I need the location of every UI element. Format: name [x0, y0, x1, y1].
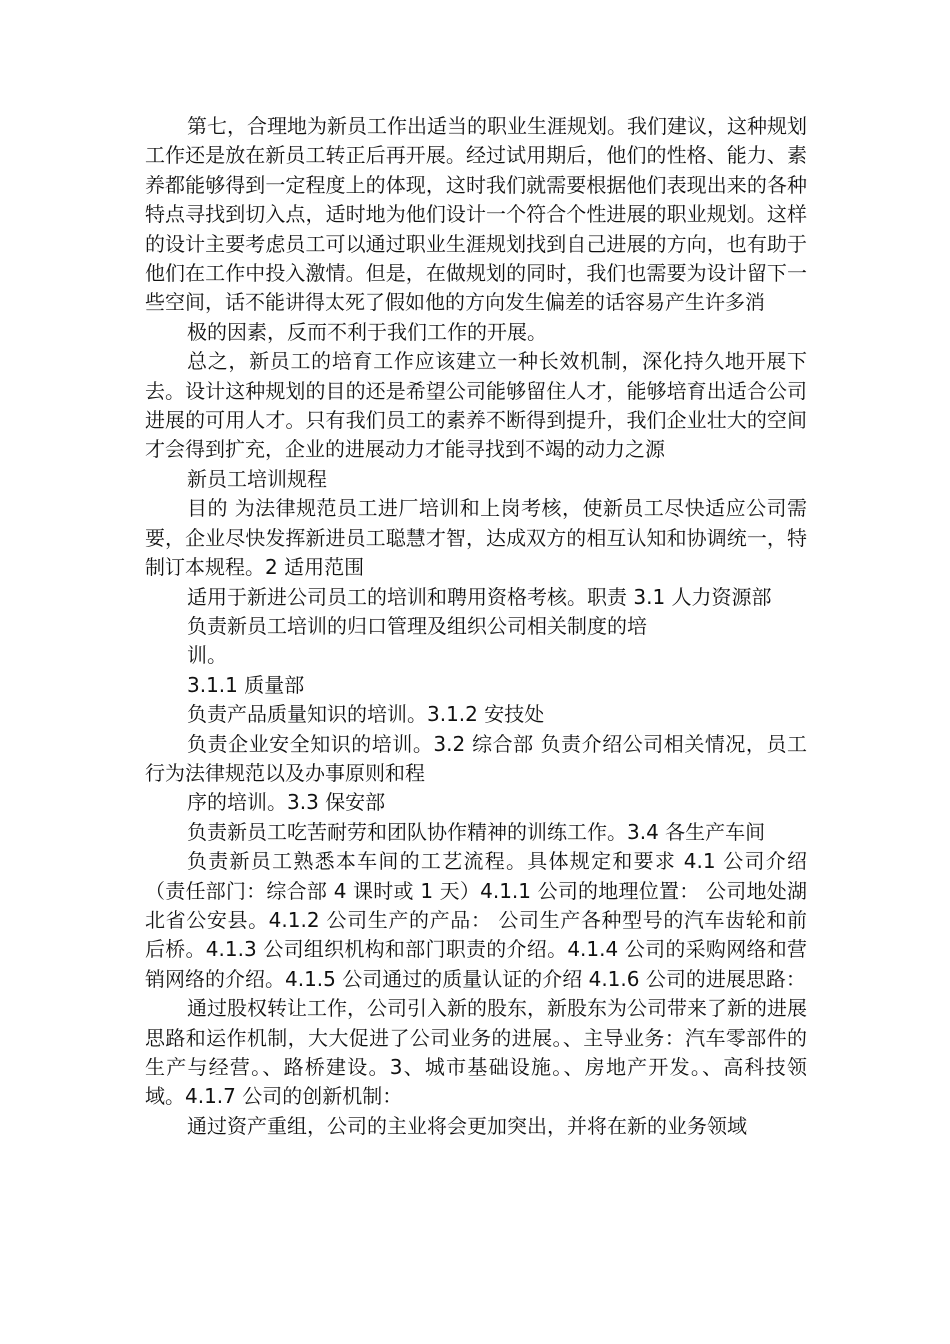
- paragraph-scope: 适用于新进公司员工的培训和聘用资格考核。职责 3.1 人力资源部: [187, 584, 772, 609]
- heading-quality-dept: 3.1.1 质量部: [187, 672, 305, 697]
- paragraph-hr-duty: 负责新员工培训的归口管理及组织公司相关制度的培: [187, 613, 647, 638]
- paragraph-security-duty: 负责新员工吃苦耐劳和团队协作精神的训练工作。3.4 各生产车间: [187, 819, 766, 844]
- paragraph-asset-restructuring: 通过资产重组，公司的主业将会更加突出，并将在新的业务领域: [187, 1113, 747, 1138]
- paragraph-hr-duty-continued: 训。: [187, 643, 227, 668]
- paragraph-conclusion: 总之，新员工的培育工作应该建立一种长效机制，深化持久地开展下去。设计这种规划的目的还是希望公司能够留住人才，能够培育出适合公司进展的可用人才。只有我们员工的素养不断得到提升，我们企业壮大的空间才会得到扩充，企业的进展动力才能寻找到不竭的动力之源: [145, 349, 807, 462]
- paragraph-safety-duty: 负责企业安全知识的培训。3.2 综合部 负责介绍公司相关情况，员工行为法律规范以及办事原则和程: [145, 731, 807, 785]
- document-body: [145, 112, 807, 1141]
- paragraph-requirements: 负责新员工熟悉本车间的工艺流程。具体规定和要求 4.1 公司介绍（责任部门：综合部 4 课时或 1 天）4.1.1 公司的地理位置： 公司地处湖北省公安县。4.1.2 公司生产的产品： 公司生产各种型号的汽车齿轮和前后桥。4.1.3 公司组织机构和部门职责的介绍。4.1.4 公司的采购网络和营销网络的介绍。4.1.5 公司通过的质量认证的介绍 4.1.6 公司的进展思路：: [145, 849, 807, 991]
- paragraph-quality-duty: 负责产品质量知识的培训。3.1.2 安技处: [187, 702, 545, 727]
- paragraph-purpose: 目的 为法律规范员工进厂培训和上岗考核，使新员工尽快适应公司需要，企业尽快发挥新进员工聪慧才智，达成双方的相互认知和协调统一，特制订本规程。2 适用范围: [145, 496, 807, 580]
- paragraph-career-planning: 第七，合理地为新员工作出适当的职业生涯规划。我们建议，这种规划工作还是放在新员工转正后再开展。经过试用期后，他们的性格、能力、素养都能够得到一定程度上的体现，这时我们就需要根据他们表现出来的各种特点寻找到切入点，适时地为他们设计一个符合个性进展的职业规划。这样的设计主要考虑员工可以通过职业生涯规划找到自己进展的方向，也有助于他们在工作中投入激情。但是，在做规划的同时，我们也需要为设计留下一些空间，话不能讲得太死了假如他的方向发生偏差的话容易产生许多消: [145, 114, 807, 315]
- paragraph-career-planning-continued: 极的因素，反而不利于我们工作的开展。: [187, 319, 547, 344]
- section-title-training-rules: 新员工培训规程: [187, 466, 327, 491]
- paragraph-equity-transfer: 通过股权转让工作，公司引入新的股东，新股东为公司带来了新的进展思路和运作机制，大大促进了公司业务的进展。、主导业务：汽车零部件的生产与经营。、路桥建设。3、城市基础设施。、房地产开发。、高科技领域。4.1.7 公司的创新机制：: [145, 996, 807, 1109]
- paragraph-general-dept-continued: 序的培训。3.3 保安部: [187, 790, 386, 815]
